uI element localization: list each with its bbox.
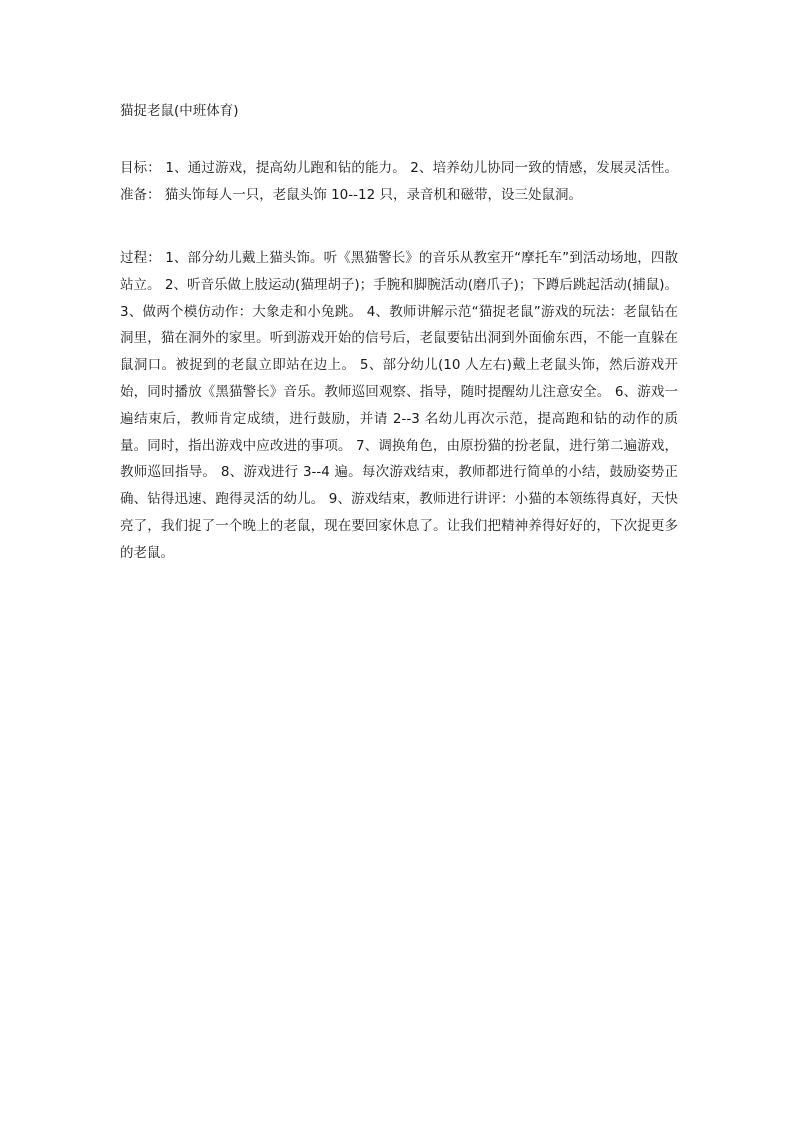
- document-title: 猫捉老鼠(中班体育): [120, 103, 239, 119]
- goal-and-preparation-paragraph: 目标： 1、通过游戏，提高幼儿跑和钻的能力。 2、培养幼儿协同一致的情感，发展灵活性。 准备： 猫头饰每人一只，老鼠头饰 10--12 只，录音机和磁带，设三处鼠洞。: [120, 160, 678, 203]
- process-paragraph: 过程： 1、部分幼儿戴上猫头饰。听《黑猫警长》的音乐从教室开“摩托车”到活动场地，四散站立。 2、听音乐做上肢运动(猫理胡子)；手腕和脚腕活动(磨爪子)；下蹲后跳起活动(捕鼠)。 3、做两个模仿动作：大象走和小兔跳。 4、教师讲解示范“猫捉老鼠”游戏的玩法：老鼠钻在洞里，猫在洞外的家里。听到游戏开始的信号后，老鼠要钻出洞到外面偷东西，不能一直躲在鼠洞口。被捉到的老鼠立即站在边上。 5、部分幼儿(10 人左右)戴上老鼠头饰，然后游戏开始，同时播放《黑猫警长》音乐。教师巡回观察、指导，随时提醒幼儿注意安全。 6、游戏一遍结束后，教师肯定成绩，进行鼓励，并请 2--3 名幼儿再次示范，提高跑和钻的动作的质量。同时，指出游戏中应改进的事项。 7、调换角色，由原扮猫的扮老鼠，进行第二遍游戏，教师巡回指导。 8、游戏进行 3--4 遍。每次游戏结束，教师都进行简单的小结，鼓励姿势正确、钻得迅速、跑得灵活的幼儿。 9、游戏结束，教师进行讲评：小猫的本领练得真好，天快亮了，我们捉了一个晚上的老鼠，现在要回家休息了。让我们把精神养得好好的，下次捉更多的老鼠。: [120, 250, 678, 561]
